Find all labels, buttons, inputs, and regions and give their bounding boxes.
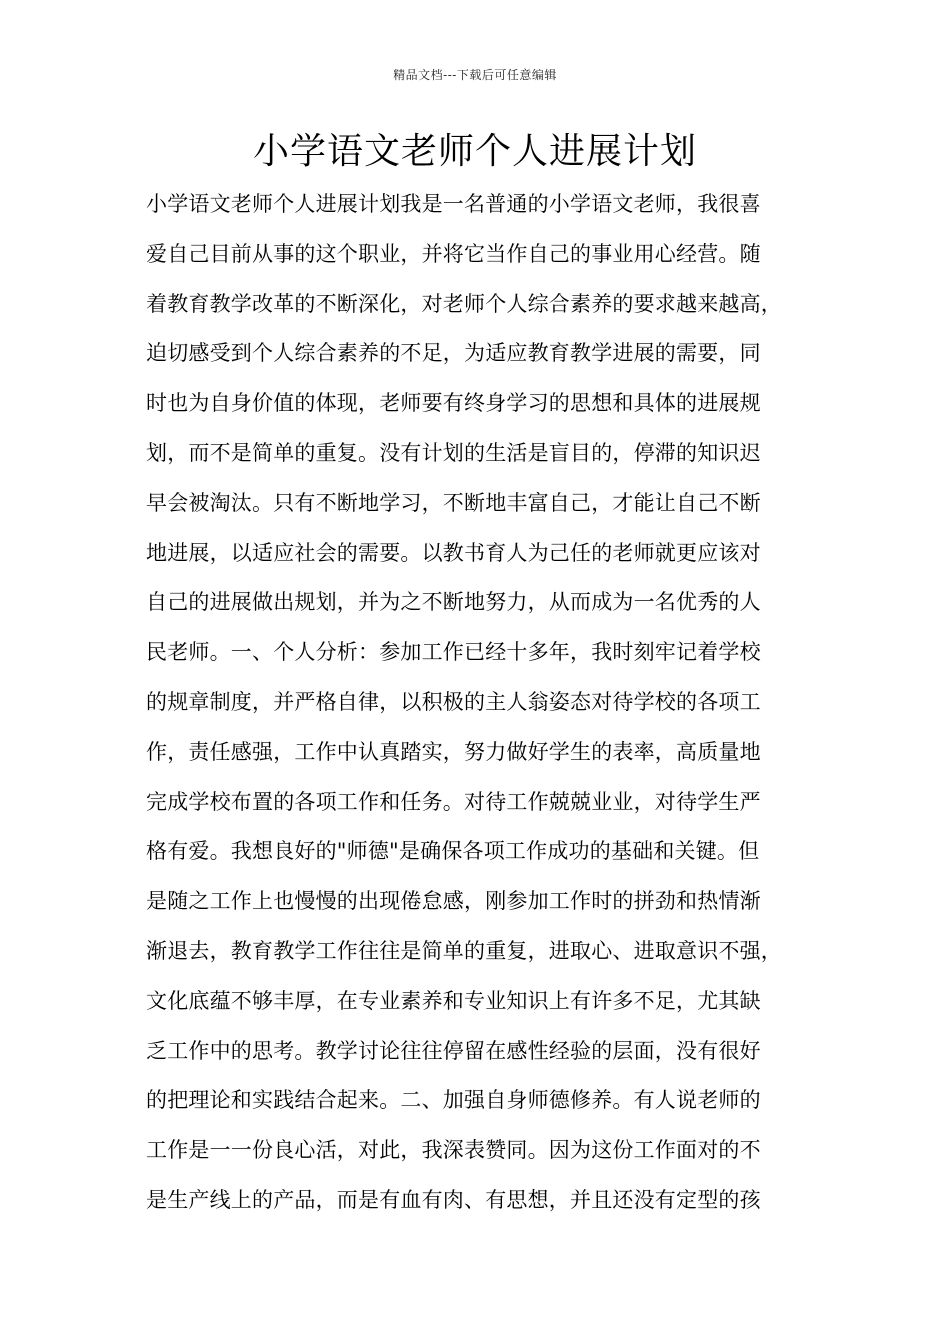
body-line: 小学语文老师个人进展计划我是一名普通的小学语文老师，我很喜 (146, 192, 761, 216)
header-note: 精品文档---下载后可任意编辑 (393, 68, 557, 82)
body-line: 文化底蕴不够丰厚，在专业素养和专业知识上有许多不足，尤其缺 (146, 988, 761, 1013)
body-line: 着教育教学改革的不断深化，对老师个人综合素养的要求越来越高， (146, 291, 782, 316)
body-line: 的把理论和实践结合起来。二、加强自身师德修养。有人说老师的 (146, 1088, 761, 1113)
body-line: 渐退去，教育教学工作往往是简单的重复，进取心、进取意识不强， (146, 938, 782, 963)
body-line: 乏工作中的思考。教学讨论往往停留在感性经验的层面，没有很好 (146, 1038, 761, 1063)
body-line: 迫切感受到个人综合素养的不足，为适应教育教学进展的需要，同 (146, 341, 761, 366)
document-body (146, 180, 846, 1226)
body-line: 作，责任感强，工作中认真踏实，努力做好学生的表率，高质量地 (146, 739, 761, 764)
body-line: 时也为自身价值的体现，老师要有终身学习的思想和具体的进展规 (146, 391, 761, 416)
body-line: 是生产线上的产品，而是有血有肉、有思想，并且还没有定型的孩 (146, 1187, 761, 1212)
body-line: 的规章制度，并严格自律，以积极的主人翁姿态对待学校的各项工 (146, 689, 761, 714)
body-line: 地进展，以适应社会的需要。以教书育人为己任的老师就更应该对 (146, 540, 761, 565)
body-line: 是随之工作上也慢慢的出现倦怠感，刚参加工作时的拼劲和热情渐 (146, 889, 761, 914)
body-line: 完成学校布置的各项工作和任务。对待工作兢兢业业，对待学生严 (146, 789, 761, 814)
body-line: 自己的进展做出规划，并为之不断地努力，从而成为一名优秀的人 (146, 590, 761, 615)
body-line: 划，而不是简单的重复。没有计划的生活是盲目的，停滞的知识迟 (146, 440, 761, 465)
document-title: 小学语文老师个人进展计划 (252, 131, 697, 172)
body-line: 民老师。一、个人分析：参加工作已经十多年，我时刻牢记着学校 (146, 640, 761, 665)
body-line: 爱自己目前从事的这个职业，并将它当作自己的事业用心经营。随 (146, 241, 761, 266)
body-line: 工作是一一份良心活，对此，我深表赞同。因为这份工作面对的不 (146, 1138, 761, 1163)
body-line: 格有爱。我想良好的"师德"是确保各项工作成功的基础和关键。但 (146, 839, 760, 864)
body-line: 早会被淘汰。只有不断地学习，不断地丰富自己，才能让自己不断 (146, 490, 761, 515)
